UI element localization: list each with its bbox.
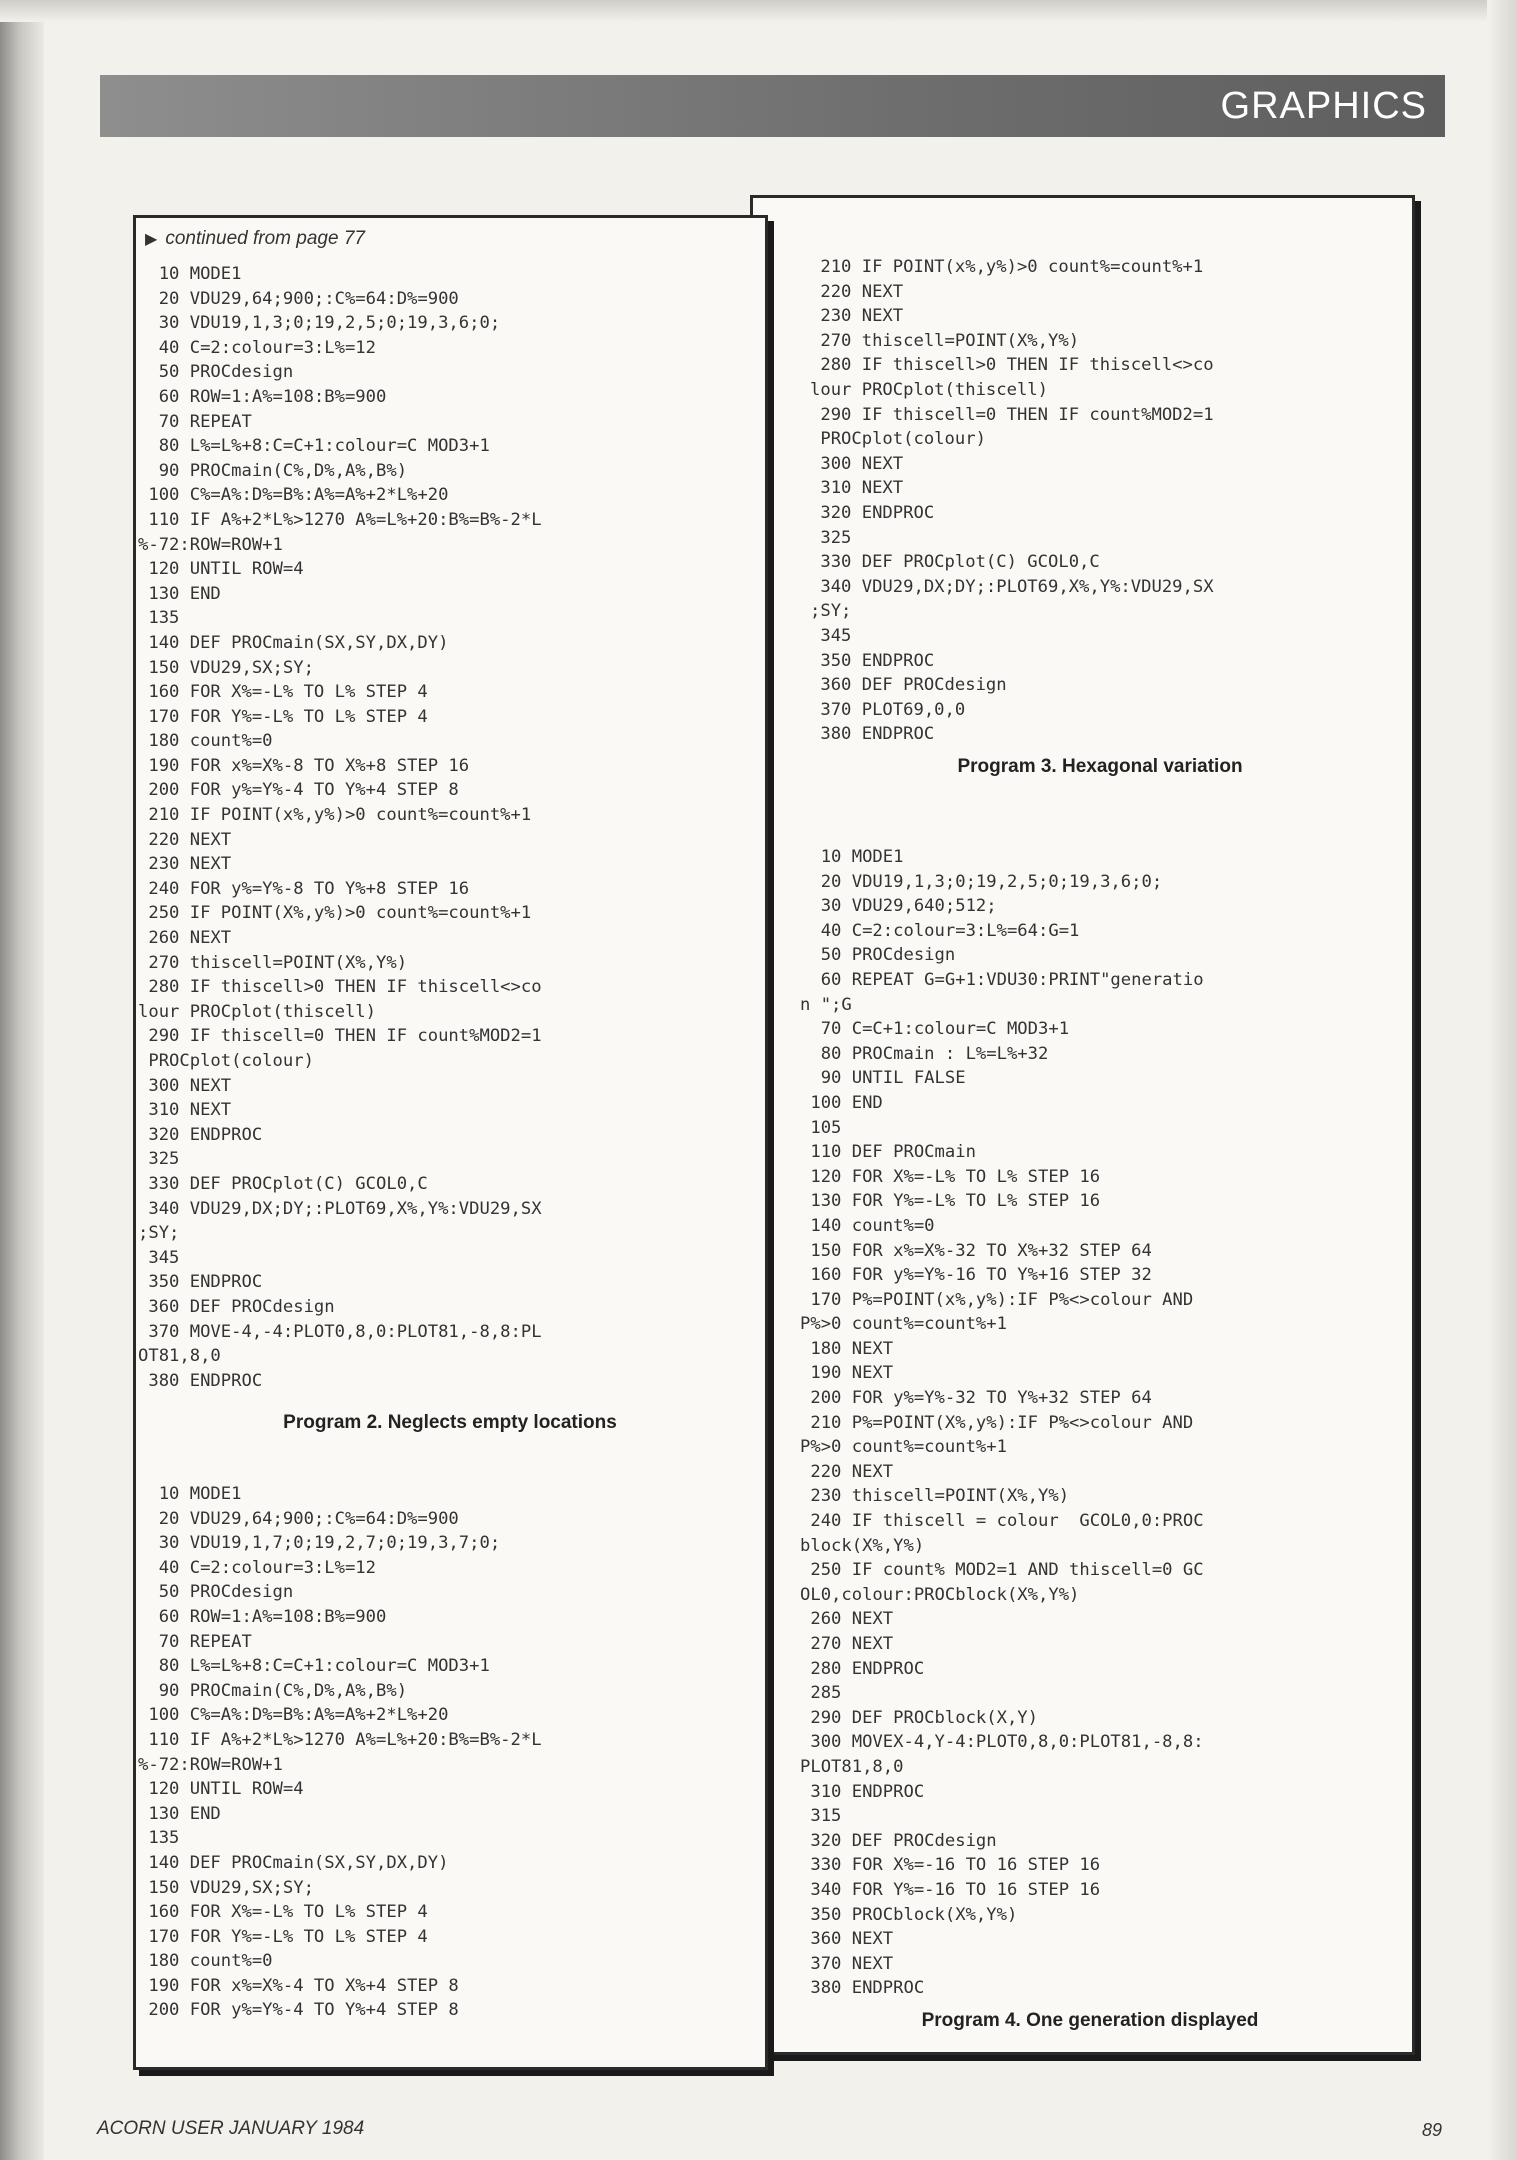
code-line: 70 REPEAT xyxy=(138,411,252,432)
code-line: 90 UNTIL FALSE xyxy=(800,1068,966,1089)
code-line: 345 xyxy=(810,625,852,646)
code-line: 320 DEF PROCdesign xyxy=(800,1830,997,1851)
code-line: 190 FOR x%=X%-4 TO X%+4 STEP 8 xyxy=(138,1975,459,1996)
code-line: 110 DEF PROCmain xyxy=(800,1142,976,1163)
program-3-caption: Program 3. Hexagonal variation xyxy=(957,756,1243,777)
code-line: 170 FOR Y%=-L% TO L% STEP 4 xyxy=(138,706,428,727)
code-line: 380 ENDPROC xyxy=(810,724,935,745)
code-line: 360 DEF PROCdesign xyxy=(138,1296,335,1317)
code-line: 140 DEF PROCmain(SX,SY,DX,DY) xyxy=(138,1852,449,1873)
code-line: 90 PROCmain(C%,D%,A%,B%) xyxy=(138,460,408,481)
code-line: 285 xyxy=(800,1683,842,1704)
code-line: OL0,colour:PROCblock(X%,Y%) xyxy=(800,1584,1080,1605)
code-line: 170 P%=POINT(x%,y%):IF P%<>colour AND xyxy=(800,1289,1194,1310)
section-header-bar xyxy=(100,75,1445,137)
code-line: 220 NEXT xyxy=(810,281,904,302)
code-line: 210 IF POINT(x%,y%)>0 count%=count%+1 xyxy=(138,805,532,826)
code-line: 180 count%=0 xyxy=(138,1951,273,1972)
code-line: 20 VDU29,64;900;:C%=64:D%=900 xyxy=(138,1508,459,1529)
code-line: 290 IF thiscell=0 THEN IF count%MOD2=1 xyxy=(810,404,1214,425)
page-right-edge xyxy=(1487,0,1517,2160)
code-line: %-72:ROW=ROW+1 xyxy=(138,1754,283,1775)
code-line: 130 END xyxy=(138,1803,221,1824)
code-line: 150 VDU29,SX;SY; xyxy=(138,1877,314,1898)
code-line: 100 END xyxy=(800,1092,883,1113)
code-line: %-72:ROW=ROW+1 xyxy=(138,534,283,555)
code-line: 90 PROCmain(C%,D%,A%,B%) xyxy=(138,1680,408,1701)
code-line: 340 VDU29,DX;DY;:PLOT69,X%,Y%:VDU29,SX xyxy=(810,576,1214,597)
code-line: 190 FOR x%=X%-8 TO X%+8 STEP 16 xyxy=(138,755,470,776)
code-line: 360 NEXT xyxy=(800,1929,894,1950)
code-line: 190 NEXT xyxy=(800,1363,894,1384)
code-line: 160 FOR X%=-L% TO L% STEP 4 xyxy=(138,682,428,703)
page-number: 89 xyxy=(1422,2120,1443,2140)
publication-footer: ACORN USER JANUARY 1984 xyxy=(97,2118,365,2139)
code-line: 60 ROW=1:A%=108:B%=900 xyxy=(138,1606,387,1627)
code-line: 360 DEF PROCdesign xyxy=(810,675,1007,696)
page-spine-shadow xyxy=(0,0,44,2160)
code-line: 130 END xyxy=(138,583,221,604)
code-line: 10 MODE1 xyxy=(138,264,242,284)
code-line: 370 PLOT69,0,0 xyxy=(810,699,966,720)
code-line: 260 NEXT xyxy=(800,1609,894,1630)
code-line: 270 thiscell=POINT(X%,Y%) xyxy=(138,952,408,973)
code-line: ;SY; xyxy=(810,601,852,622)
code-line: 50 PROCdesign xyxy=(138,362,294,383)
code-line: 140 count%=0 xyxy=(800,1215,935,1236)
code-line: 110 IF A%+2*L%>1270 A%=L%+20:B%=B%-2*L xyxy=(138,509,542,530)
code-line: 30 VDU19,1,7;0;19,2,7;0;19,3,7;0; xyxy=(138,1533,501,1554)
code-line: 270 thiscell=POINT(X%,Y%) xyxy=(810,330,1080,351)
code-line: P%>0 count%=count%+1 xyxy=(800,1437,1007,1458)
code-line: 80 L%=L%+8:C=C+1:colour=C MOD3+1 xyxy=(138,1656,490,1677)
code-line: 370 NEXT xyxy=(800,1953,894,1974)
code-line: 170 FOR Y%=-L% TO L% STEP 4 xyxy=(138,1926,428,1947)
code-line: 280 IF thiscell>0 THEN IF thiscell<>co xyxy=(138,977,542,998)
code-line: 330 DEF PROCplot(C) GCOL0,C xyxy=(810,552,1100,573)
code-line: 340 VDU29,DX;DY;:PLOT69,X%,Y%:VDU29,SX xyxy=(138,1198,542,1219)
code-line: 200 FOR y%=Y%-4 TO Y%+4 STEP 8 xyxy=(138,780,459,801)
code-line: 220 NEXT xyxy=(800,1461,894,1482)
continued-text: continued from page 77 xyxy=(165,228,365,249)
code-line: 30 VDU29,640;512; xyxy=(800,896,997,917)
code-line: 135 xyxy=(138,608,180,629)
code-line: 40 C=2:colour=3:L%=12 xyxy=(138,337,376,358)
program-2-listing xyxy=(138,262,542,1393)
code-line: 100 C%=A%:D%=B%:A%=A%+2*L%+20 xyxy=(138,1705,449,1726)
code-line: 230 NEXT xyxy=(810,306,904,327)
code-line: 300 NEXT xyxy=(138,1075,232,1096)
program-3-listing xyxy=(810,255,1214,747)
code-line: 325 xyxy=(810,527,852,548)
code-line: 60 ROW=1:A%=108:B%=900 xyxy=(138,386,387,407)
code-line: PROCplot(colour) xyxy=(810,429,986,450)
code-line: 230 thiscell=POINT(X%,Y%) xyxy=(800,1486,1070,1507)
code-line: 130 FOR Y%=-L% TO L% STEP 16 xyxy=(800,1191,1101,1212)
code-line: 380 ENDPROC xyxy=(800,1978,925,1999)
code-line: 50 PROCdesign xyxy=(800,945,956,966)
code-line: 20 VDU29,64;900;:C%=64:D%=900 xyxy=(138,288,459,309)
code-line: 250 IF POINT(X%,y%)>0 count%=count%+1 xyxy=(138,903,532,924)
code-line: 330 DEF PROCplot(C) GCOL0,C xyxy=(138,1173,428,1194)
code-line: 40 C=2:colour=3:L%=64:G=1 xyxy=(800,920,1080,941)
code-line: 10 MODE1 xyxy=(138,1484,242,1504)
code-line: 240 IF thiscell = colour GCOL0,0:PROC xyxy=(800,1511,1204,1532)
code-line: 150 VDU29,SX;SY; xyxy=(138,657,314,678)
code-line: 135 xyxy=(138,1828,180,1849)
code-line: 105 xyxy=(800,1117,842,1138)
program-5-listing xyxy=(138,1482,542,2023)
code-line: P%>0 count%=count%+1 xyxy=(800,1314,1007,1335)
code-line: 280 ENDPROC xyxy=(800,1658,925,1679)
code-line: 160 FOR X%=-L% TO L% STEP 4 xyxy=(138,1902,428,1923)
code-line: 300 MOVEX-4,Y-4:PLOT0,8,0:PLOT81,-8,8: xyxy=(800,1732,1204,1753)
code-line: 200 FOR y%=Y%-32 TO Y%+32 STEP 64 xyxy=(800,1388,1152,1409)
code-line: 350 PROCblock(X%,Y%) xyxy=(800,1904,1018,1925)
code-line: 240 FOR y%=Y%-8 TO Y%+8 STEP 16 xyxy=(138,878,470,899)
code-line: 330 FOR X%=-16 TO 16 STEP 16 xyxy=(800,1855,1101,1876)
code-line: 300 NEXT xyxy=(810,453,904,474)
code-line: 160 FOR y%=Y%-16 TO Y%+16 STEP 32 xyxy=(800,1265,1152,1286)
code-line: 345 xyxy=(138,1247,180,1268)
code-line: 20 VDU19,1,3;0;19,2,5;0;19,3,6;0; xyxy=(800,871,1163,892)
code-line: 320 ENDPROC xyxy=(138,1124,263,1145)
code-line: 310 NEXT xyxy=(138,1100,232,1121)
code-line: 350 ENDPROC xyxy=(138,1272,263,1293)
code-line: 120 UNTIL ROW=4 xyxy=(138,1779,304,1800)
code-line: 180 count%=0 xyxy=(138,731,273,752)
code-line: 140 DEF PROCmain(SX,SY,DX,DY) xyxy=(138,632,449,653)
code-line: 325 xyxy=(138,1149,180,1170)
code-line: 230 NEXT xyxy=(138,854,232,875)
code-line: 310 NEXT xyxy=(810,478,904,499)
code-line: block(X%,Y%) xyxy=(800,1535,925,1556)
code-line: PROCplot(colour) xyxy=(138,1051,314,1071)
code-line: 250 IF count% MOD2=1 AND thiscell=0 GC xyxy=(800,1560,1204,1581)
code-line: 370 MOVE-4,-4:PLOT0,8,0:PLOT81,-8,8:PL xyxy=(138,1321,542,1342)
code-line: 200 FOR y%=Y%-4 TO Y%+4 STEP 8 xyxy=(138,2000,459,2021)
code-line: 50 PROCdesign xyxy=(138,1582,294,1603)
code-line: 180 NEXT xyxy=(800,1338,894,1359)
code-line: 210 P%=POINT(X%,y%):IF P%<>colour AND xyxy=(800,1412,1194,1433)
program-4-listing xyxy=(800,845,1204,2001)
code-line: 260 NEXT xyxy=(138,928,232,949)
code-line: 120 UNTIL ROW=4 xyxy=(138,559,304,580)
code-line: 60 REPEAT G=G+1:VDU30:PRINT"generatio xyxy=(800,969,1204,990)
code-line: 380 ENDPROC xyxy=(138,1370,263,1391)
code-line: 110 IF A%+2*L%>1270 A%=L%+20:B%=B%-2*L xyxy=(138,1729,542,1750)
continued-note xyxy=(145,228,365,250)
code-line: 220 NEXT xyxy=(138,829,232,850)
play-triangle-icon: ▶ xyxy=(145,231,158,248)
page-top-shadow xyxy=(0,0,1517,22)
code-line: 30 VDU19,1,3;0;19,2,5;0;19,3,6;0; xyxy=(138,313,501,334)
program-2-caption: Program 2. Neglects empty locations xyxy=(283,1412,617,1433)
code-line: 120 FOR X%=-L% TO L% STEP 16 xyxy=(800,1166,1101,1187)
code-line: 310 ENDPROC xyxy=(800,1781,925,1802)
code-line: lour PROCplot(thiscell) xyxy=(810,379,1048,400)
code-line: 340 FOR Y%=-16 TO 16 STEP 16 xyxy=(800,1879,1101,1900)
code-line: 210 IF POINT(x%,y%)>0 count%=count%+1 xyxy=(810,257,1204,277)
code-line: n ";G xyxy=(800,994,852,1015)
code-line: 280 IF thiscell>0 THEN IF thiscell<>co xyxy=(810,355,1214,376)
code-line: 350 ENDPROC xyxy=(810,650,935,671)
code-line: 270 NEXT xyxy=(800,1634,894,1654)
code-line: 150 FOR x%=X%-32 TO X%+32 STEP 64 xyxy=(800,1240,1152,1261)
code-line: 10 MODE1 xyxy=(800,847,904,867)
section-title: GRAPHICS xyxy=(1220,85,1427,127)
code-line: 290 DEF PROCblock(X,Y) xyxy=(800,1707,1038,1728)
code-line: ;SY; xyxy=(138,1223,180,1244)
code-line: 70 C=C+1:colour=C MOD3+1 xyxy=(800,1019,1070,1040)
code-line: 100 C%=A%:D%=B%:A%=A%+2*L%+20 xyxy=(138,485,449,506)
code-line: OT81,8,0 xyxy=(138,1346,221,1367)
code-line: PLOT81,8,0 xyxy=(800,1756,904,1777)
code-line: 40 C=2:colour=3:L%=12 xyxy=(138,1557,376,1578)
code-line: 290 IF thiscell=0 THEN IF count%MOD2=1 xyxy=(138,1026,542,1047)
code-line: 315 xyxy=(800,1806,842,1827)
code-line: 320 ENDPROC xyxy=(810,502,935,523)
code-line: 80 PROCmain : L%=L%+32 xyxy=(800,1043,1049,1064)
code-line: lour PROCplot(thiscell) xyxy=(138,1001,376,1022)
code-line: 70 REPEAT xyxy=(138,1631,252,1652)
code-line: 80 L%=L%+8:C=C+1:colour=C MOD3+1 xyxy=(138,436,490,457)
program-4-caption: Program 4. One generation displayed xyxy=(921,2010,1259,2031)
